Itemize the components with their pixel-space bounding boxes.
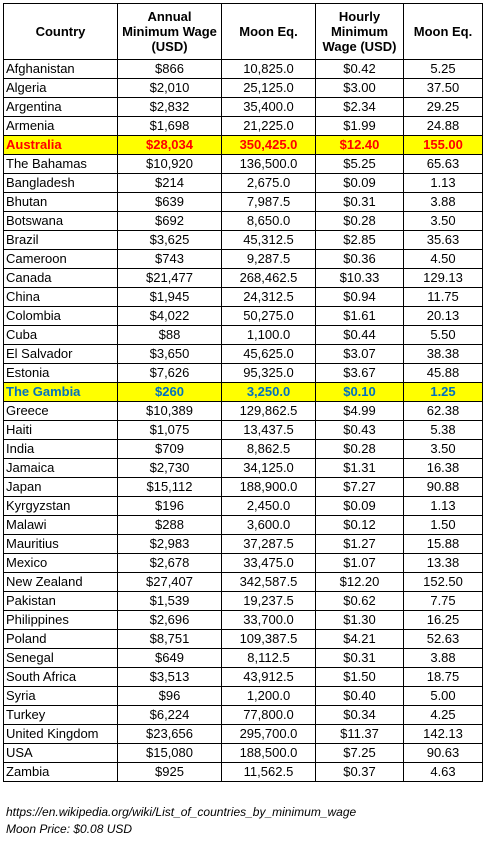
table-row: [4, 725, 483, 744]
cell-annual-moon-eq: 35,400.0: [222, 98, 316, 117]
cell-annual-wage: $2,696: [118, 611, 222, 630]
cell-annual-wage: $639: [118, 193, 222, 212]
cell-hourly-wage: $0.10: [316, 383, 404, 402]
cell-country: New Zealand: [4, 573, 118, 592]
cell-country: Philippines: [4, 611, 118, 630]
table-row: [4, 288, 483, 307]
cell-hourly-moon-eq: 1.50: [404, 516, 483, 535]
cell-annual-moon-eq: 295,700.0: [222, 725, 316, 744]
cell-annual-moon-eq: 2,675.0: [222, 174, 316, 193]
cell-hourly-wage: $0.31: [316, 649, 404, 668]
cell-annual-moon-eq: 9,287.5: [222, 250, 316, 269]
cell-country: Brazil: [4, 231, 118, 250]
cell-country: Zambia: [4, 763, 118, 782]
cell-country: El Salvador: [4, 345, 118, 364]
cell-hourly-wage: $2.85: [316, 231, 404, 250]
cell-country: Cuba: [4, 326, 118, 345]
cell-hourly-wage: $1.31: [316, 459, 404, 478]
cell-hourly-wage: $10.33: [316, 269, 404, 288]
cell-hourly-wage: $0.09: [316, 174, 404, 193]
cell-annual-moon-eq: 3,600.0: [222, 516, 316, 535]
cell-annual-moon-eq: 350,425.0: [222, 136, 316, 155]
cell-annual-moon-eq: 21,225.0: [222, 117, 316, 136]
cell-hourly-wage: $7.25: [316, 744, 404, 763]
cell-country: Kyrgyzstan: [4, 497, 118, 516]
cell-hourly-moon-eq: 20.13: [404, 307, 483, 326]
cell-annual-wage: $709: [118, 440, 222, 459]
cell-hourly-moon-eq: 1.25: [404, 383, 483, 402]
cell-annual-moon-eq: 1,200.0: [222, 687, 316, 706]
cell-hourly-moon-eq: 129.13: [404, 269, 483, 288]
cell-annual-wage: $2,678: [118, 554, 222, 573]
cell-hourly-moon-eq: 15.88: [404, 535, 483, 554]
cell-hourly-moon-eq: 24.88: [404, 117, 483, 136]
cell-country: United Kingdom: [4, 725, 118, 744]
cell-hourly-wage: $0.28: [316, 440, 404, 459]
cell-annual-moon-eq: 25,125.0: [222, 79, 316, 98]
cell-annual-wage: $196: [118, 497, 222, 516]
table-row: [4, 212, 483, 231]
table-row: [4, 155, 483, 174]
table-row: [4, 516, 483, 535]
table-row: [4, 383, 483, 402]
cell-hourly-wage: $0.43: [316, 421, 404, 440]
cell-hourly-moon-eq: 90.63: [404, 744, 483, 763]
cell-hourly-wage: $1.27: [316, 535, 404, 554]
cell-hourly-wage: $3.07: [316, 345, 404, 364]
cell-annual-wage: $2,010: [118, 79, 222, 98]
table-row: [4, 79, 483, 98]
cell-hourly-wage: $1.30: [316, 611, 404, 630]
cell-country: Turkey: [4, 706, 118, 725]
cell-annual-moon-eq: 188,900.0: [222, 478, 316, 497]
table-row: [4, 535, 483, 554]
cell-annual-wage: $88: [118, 326, 222, 345]
cell-annual-wage: $2,983: [118, 535, 222, 554]
table-row: [4, 459, 483, 478]
cell-annual-moon-eq: 8,862.5: [222, 440, 316, 459]
cell-annual-wage: $649: [118, 649, 222, 668]
table-row: [4, 136, 483, 155]
cell-hourly-wage: $0.62: [316, 592, 404, 611]
cell-country: Malawi: [4, 516, 118, 535]
cell-annual-wage: $1,075: [118, 421, 222, 440]
table-row: [4, 497, 483, 516]
cell-country: Argentina: [4, 98, 118, 117]
table-row: [4, 193, 483, 212]
table-row: [4, 440, 483, 459]
cell-annual-moon-eq: 13,437.5: [222, 421, 316, 440]
cell-annual-wage: $10,920: [118, 155, 222, 174]
cell-annual-wage: $214: [118, 174, 222, 193]
table-row: [4, 174, 483, 193]
cell-annual-wage: $15,112: [118, 478, 222, 497]
cell-hourly-moon-eq: 35.63: [404, 231, 483, 250]
cell-country: Haiti: [4, 421, 118, 440]
cell-hourly-wage: $0.44: [316, 326, 404, 345]
cell-country: Poland: [4, 630, 118, 649]
cell-country: Bangladesh: [4, 174, 118, 193]
cell-annual-wage: $15,080: [118, 744, 222, 763]
cell-hourly-wage: $1.50: [316, 668, 404, 687]
cell-country: The Bahamas: [4, 155, 118, 174]
cell-country: China: [4, 288, 118, 307]
cell-country: USA: [4, 744, 118, 763]
cell-annual-moon-eq: 33,475.0: [222, 554, 316, 573]
cell-hourly-wage: $4.99: [316, 402, 404, 421]
cell-annual-moon-eq: 2,450.0: [222, 497, 316, 516]
cell-annual-moon-eq: 24,312.5: [222, 288, 316, 307]
cell-annual-moon-eq: 37,287.5: [222, 535, 316, 554]
table-row: [4, 402, 483, 421]
cell-country: Canada: [4, 269, 118, 288]
cell-hourly-moon-eq: 45.88: [404, 364, 483, 383]
cell-hourly-moon-eq: 13.38: [404, 554, 483, 573]
cell-annual-wage: $28,034: [118, 136, 222, 155]
table-row: [4, 60, 483, 79]
cell-country: Mexico: [4, 554, 118, 573]
cell-annual-wage: $8,751: [118, 630, 222, 649]
cell-annual-wage: $21,477: [118, 269, 222, 288]
cell-country: Jamaica: [4, 459, 118, 478]
header-country: Country: [4, 4, 118, 60]
cell-hourly-wage: $0.34: [316, 706, 404, 725]
table-row: [4, 269, 483, 288]
cell-hourly-moon-eq: 90.88: [404, 478, 483, 497]
header-annual-wage: Annual Minimum Wage (USD): [118, 4, 222, 60]
cell-hourly-moon-eq: 3.88: [404, 649, 483, 668]
table-body: [4, 60, 483, 782]
cell-country: Greece: [4, 402, 118, 421]
cell-hourly-wage: $12.20: [316, 573, 404, 592]
cell-annual-wage: $7,626: [118, 364, 222, 383]
table-row: [4, 554, 483, 573]
cell-annual-wage: $10,389: [118, 402, 222, 421]
header-hourly-moon-eq: Moon Eq.: [404, 4, 483, 60]
cell-country: Afghanistan: [4, 60, 118, 79]
cell-hourly-moon-eq: 5.50: [404, 326, 483, 345]
cell-hourly-moon-eq: 16.25: [404, 611, 483, 630]
cell-annual-moon-eq: 3,250.0: [222, 383, 316, 402]
footnotes: [6, 804, 356, 838]
cell-hourly-moon-eq: 142.13: [404, 725, 483, 744]
cell-annual-moon-eq: 1,100.0: [222, 326, 316, 345]
cell-country: Pakistan: [4, 592, 118, 611]
cell-annual-moon-eq: 77,800.0: [222, 706, 316, 725]
cell-hourly-wage: $5.25: [316, 155, 404, 174]
cell-hourly-moon-eq: 38.38: [404, 345, 483, 364]
cell-annual-wage: $2,730: [118, 459, 222, 478]
cell-annual-wage: $27,407: [118, 573, 222, 592]
cell-hourly-moon-eq: 3.50: [404, 212, 483, 231]
cell-country: Senegal: [4, 649, 118, 668]
cell-annual-wage: $288: [118, 516, 222, 535]
cell-hourly-moon-eq: 5.00: [404, 687, 483, 706]
cell-hourly-moon-eq: 65.63: [404, 155, 483, 174]
cell-hourly-wage: $4.21: [316, 630, 404, 649]
cell-annual-wage: $3,650: [118, 345, 222, 364]
cell-hourly-wage: $0.31: [316, 193, 404, 212]
cell-hourly-wage: $0.28: [316, 212, 404, 231]
cell-hourly-moon-eq: 4.63: [404, 763, 483, 782]
cell-annual-wage: $2,832: [118, 98, 222, 117]
cell-annual-moon-eq: 8,650.0: [222, 212, 316, 231]
table-row: [4, 649, 483, 668]
header-row: [4, 4, 483, 60]
cell-annual-wage: $260: [118, 383, 222, 402]
cell-annual-moon-eq: 33,700.0: [222, 611, 316, 630]
cell-annual-moon-eq: 34,125.0: [222, 459, 316, 478]
cell-hourly-moon-eq: 1.13: [404, 174, 483, 193]
cell-hourly-moon-eq: 4.25: [404, 706, 483, 725]
cell-hourly-wage: $3.67: [316, 364, 404, 383]
cell-hourly-wage: $0.09: [316, 497, 404, 516]
cell-country: Colombia: [4, 307, 118, 326]
cell-annual-moon-eq: 8,112.5: [222, 649, 316, 668]
table-row: [4, 592, 483, 611]
cell-annual-moon-eq: 43,912.5: [222, 668, 316, 687]
cell-annual-wage: $96: [118, 687, 222, 706]
cell-hourly-wage: $1.99: [316, 117, 404, 136]
table-row: [4, 611, 483, 630]
cell-hourly-wage: $0.42: [316, 60, 404, 79]
cell-hourly-moon-eq: 5.38: [404, 421, 483, 440]
cell-hourly-moon-eq: 37.50: [404, 79, 483, 98]
cell-hourly-moon-eq: 4.50: [404, 250, 483, 269]
cell-annual-moon-eq: 188,500.0: [222, 744, 316, 763]
cell-annual-wage: $6,224: [118, 706, 222, 725]
table-row: [4, 630, 483, 649]
table-row: [4, 573, 483, 592]
cell-hourly-moon-eq: 152.50: [404, 573, 483, 592]
cell-annual-moon-eq: 10,825.0: [222, 60, 316, 79]
cell-country: Cameroon: [4, 250, 118, 269]
table-row: [4, 98, 483, 117]
cell-annual-moon-eq: 45,312.5: [222, 231, 316, 250]
cell-country: Japan: [4, 478, 118, 497]
wage-table-sheet: [3, 3, 482, 782]
cell-annual-moon-eq: 268,462.5: [222, 269, 316, 288]
table-row: [4, 307, 483, 326]
cell-country: Botswana: [4, 212, 118, 231]
cell-hourly-wage: $0.37: [316, 763, 404, 782]
table-row: [4, 687, 483, 706]
table-row: [4, 231, 483, 250]
cell-hourly-moon-eq: 1.13: [404, 497, 483, 516]
table-row: [4, 117, 483, 136]
cell-hourly-wage: $0.36: [316, 250, 404, 269]
cell-hourly-wage: $1.61: [316, 307, 404, 326]
cell-annual-moon-eq: 7,987.5: [222, 193, 316, 212]
cell-hourly-moon-eq: 11.75: [404, 288, 483, 307]
cell-annual-wage: $1,698: [118, 117, 222, 136]
cell-hourly-moon-eq: 18.75: [404, 668, 483, 687]
cell-hourly-wage: $0.40: [316, 687, 404, 706]
header-hourly-wage: Hourly Minimum Wage (USD): [316, 4, 404, 60]
cell-annual-wage: $4,022: [118, 307, 222, 326]
cell-country: South Africa: [4, 668, 118, 687]
table-row: [4, 668, 483, 687]
cell-hourly-wage: $0.94: [316, 288, 404, 307]
table-row: [4, 706, 483, 725]
cell-country: Australia: [4, 136, 118, 155]
cell-annual-wage: $743: [118, 250, 222, 269]
cell-country: Syria: [4, 687, 118, 706]
cell-annual-moon-eq: 50,275.0: [222, 307, 316, 326]
cell-hourly-moon-eq: 29.25: [404, 98, 483, 117]
cell-country: The Gambia: [4, 383, 118, 402]
cell-country: Bhutan: [4, 193, 118, 212]
minimum-wage-table: [3, 3, 483, 782]
cell-annual-wage: $3,625: [118, 231, 222, 250]
table-row: [4, 250, 483, 269]
cell-annual-moon-eq: 11,562.5: [222, 763, 316, 782]
cell-hourly-wage: $11.37: [316, 725, 404, 744]
cell-hourly-wage: $2.34: [316, 98, 404, 117]
cell-annual-wage: $3,513: [118, 668, 222, 687]
table-row: [4, 345, 483, 364]
header-annual-moon-eq: Moon Eq.: [222, 4, 316, 60]
cell-hourly-moon-eq: 7.75: [404, 592, 483, 611]
cell-annual-moon-eq: 95,325.0: [222, 364, 316, 383]
cell-annual-wage: $23,656: [118, 725, 222, 744]
cell-hourly-moon-eq: 155.00: [404, 136, 483, 155]
cell-annual-moon-eq: 19,237.5: [222, 592, 316, 611]
cell-annual-moon-eq: 136,500.0: [222, 155, 316, 174]
table-row: [4, 421, 483, 440]
table-row: [4, 326, 483, 345]
cell-hourly-moon-eq: 62.38: [404, 402, 483, 421]
cell-annual-moon-eq: 109,387.5: [222, 630, 316, 649]
cell-annual-moon-eq: 342,587.5: [222, 573, 316, 592]
cell-hourly-wage: $3.00: [316, 79, 404, 98]
cell-hourly-moon-eq: 3.88: [404, 193, 483, 212]
table-row: [4, 744, 483, 763]
cell-hourly-wage: $1.07: [316, 554, 404, 573]
cell-hourly-wage: $7.27: [316, 478, 404, 497]
cell-annual-wage: $1,945: [118, 288, 222, 307]
cell-country: Algeria: [4, 79, 118, 98]
cell-hourly-wage: $12.40: [316, 136, 404, 155]
cell-hourly-wage: $0.12: [316, 516, 404, 535]
cell-hourly-moon-eq: 52.63: [404, 630, 483, 649]
cell-country: Armenia: [4, 117, 118, 136]
cell-annual-moon-eq: 45,625.0: [222, 345, 316, 364]
cell-hourly-moon-eq: 3.50: [404, 440, 483, 459]
cell-country: India: [4, 440, 118, 459]
cell-annual-wage: $692: [118, 212, 222, 231]
cell-annual-moon-eq: 129,862.5: [222, 402, 316, 421]
moon-price-note: Moon Price: $0.08 USD: [6, 822, 133, 836]
source-url: https://en.wikipedia.org/wiki/List_of_countries_by_minimum_wage: [6, 805, 357, 819]
cell-annual-wage: $866: [118, 60, 222, 79]
table-row: [4, 763, 483, 782]
cell-country: Mauritius: [4, 535, 118, 554]
cell-annual-wage: $925: [118, 763, 222, 782]
cell-hourly-moon-eq: 16.38: [404, 459, 483, 478]
cell-annual-wage: $1,539: [118, 592, 222, 611]
cell-hourly-moon-eq: 5.25: [404, 60, 483, 79]
table-row: [4, 478, 483, 497]
table-row: [4, 364, 483, 383]
cell-country: Estonia: [4, 364, 118, 383]
